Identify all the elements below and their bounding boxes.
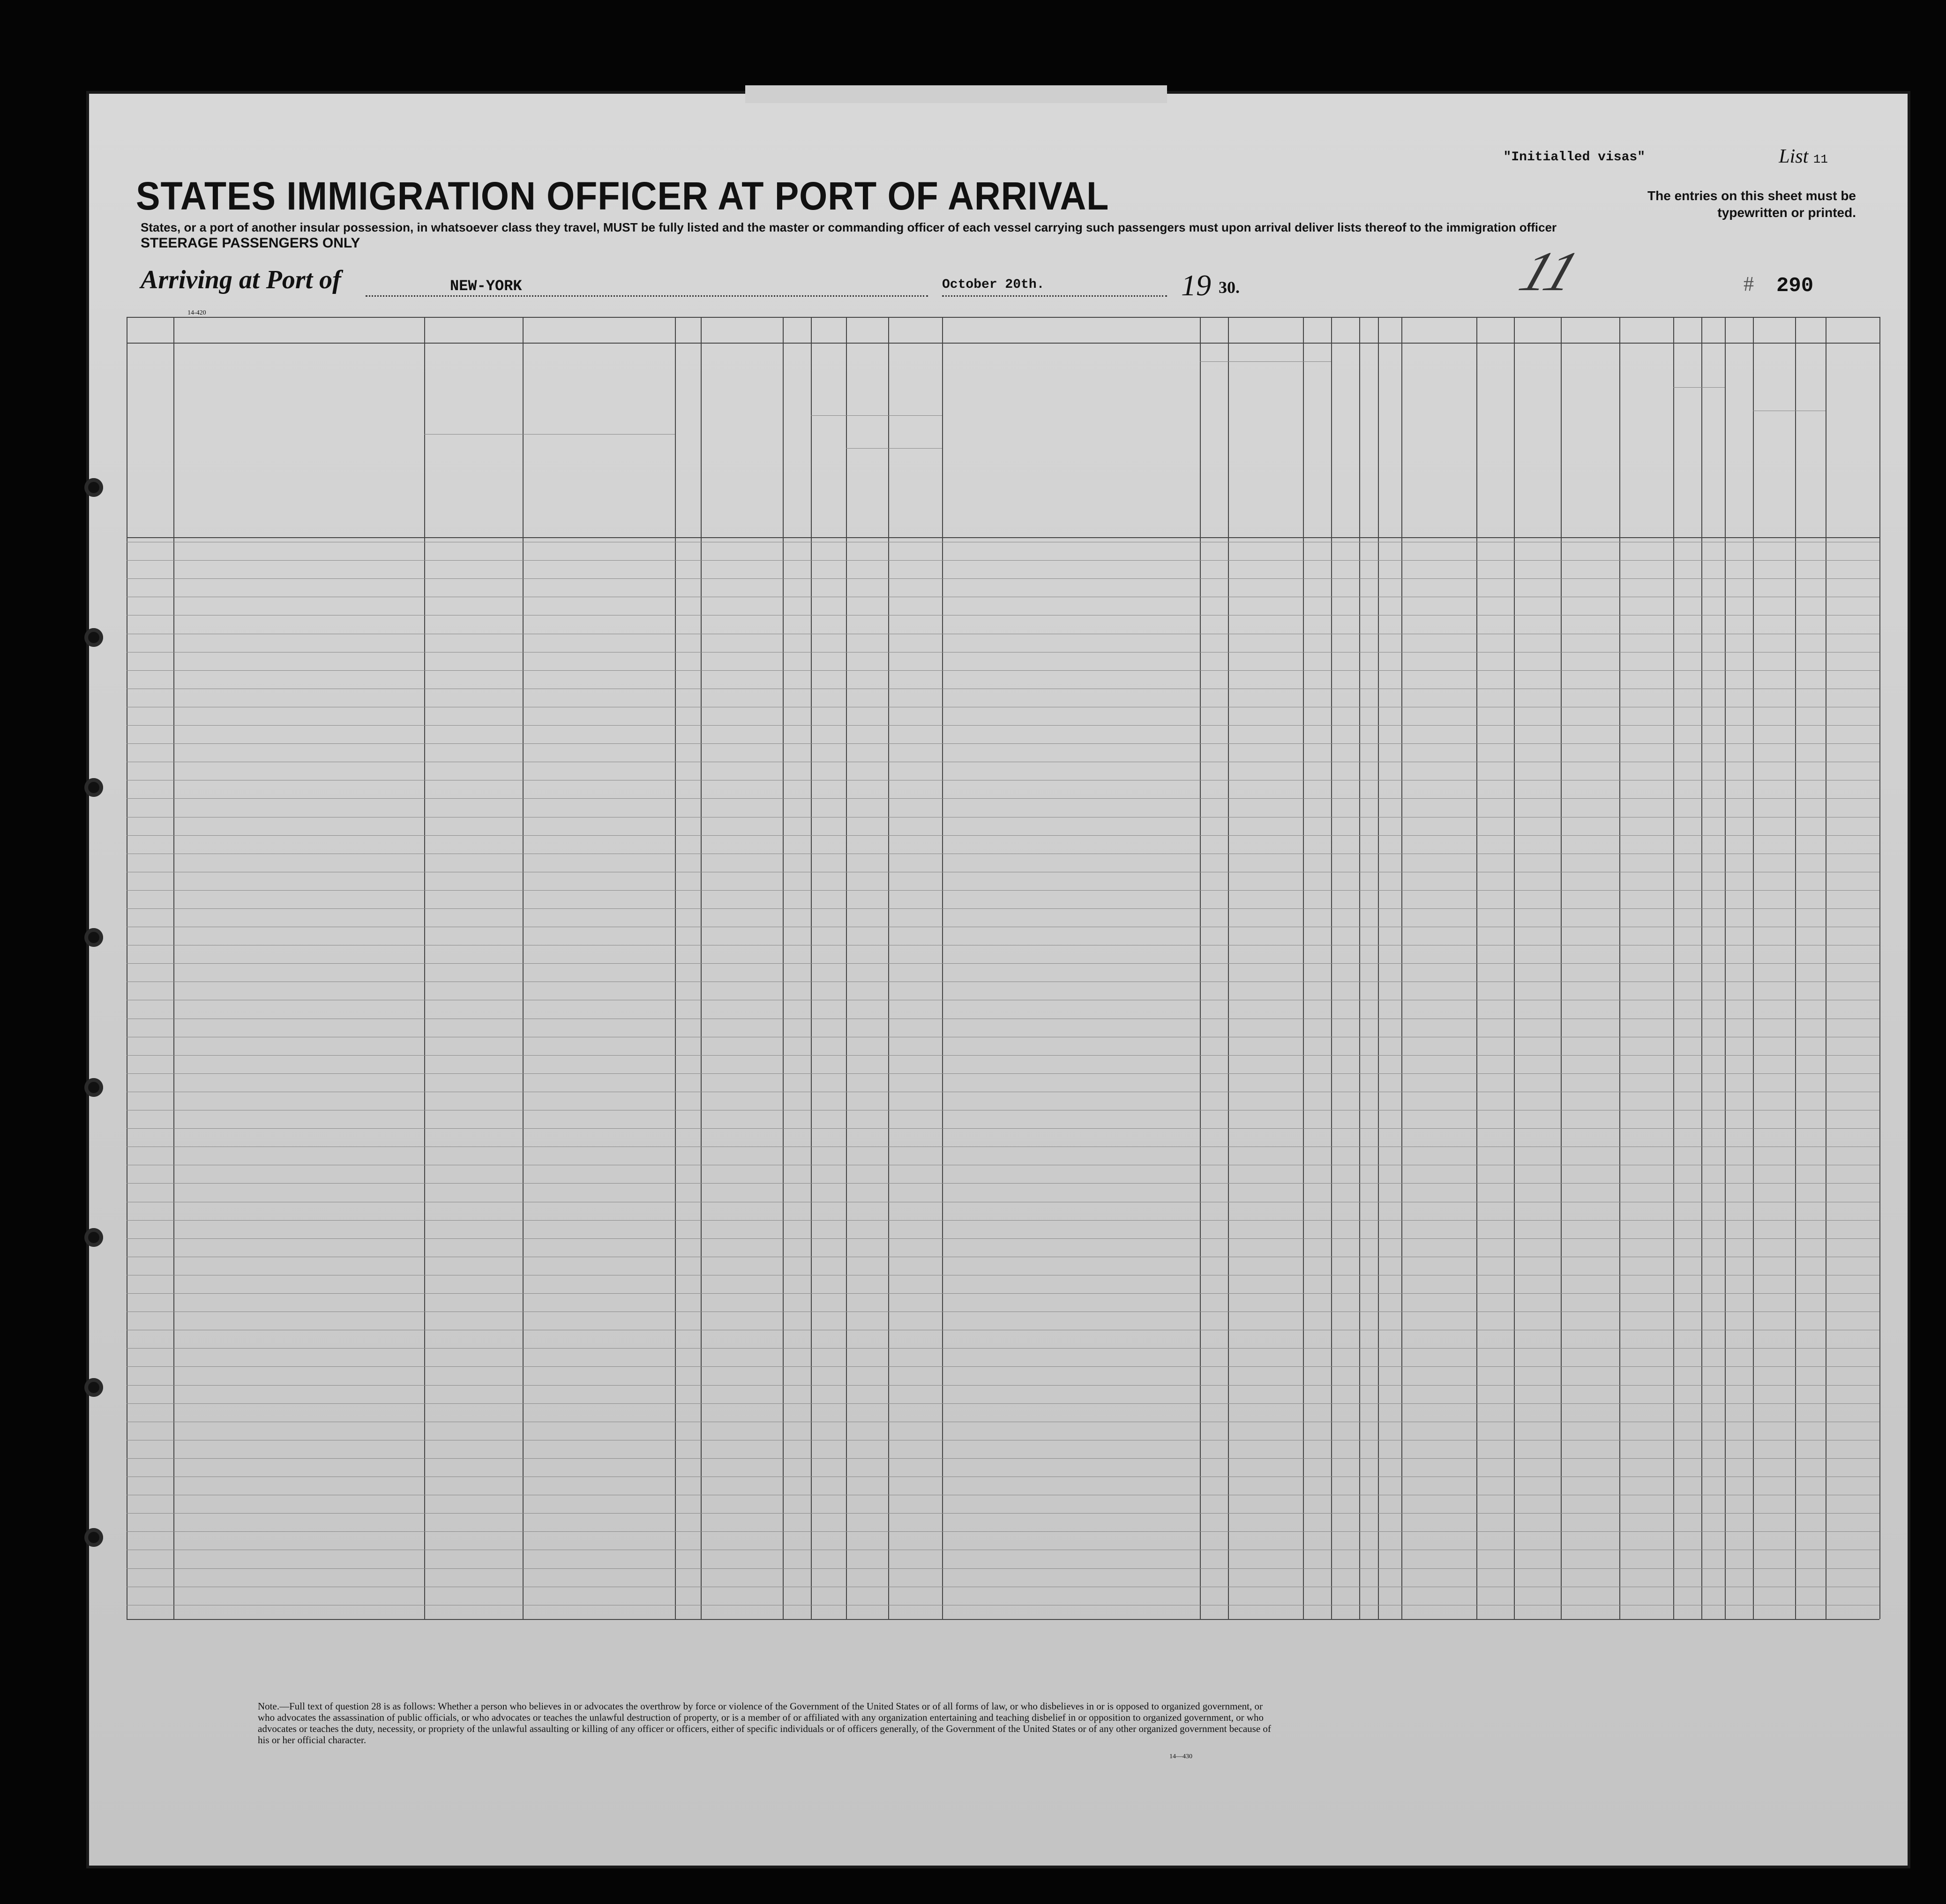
column-divider [701,317,702,1619]
ruled-line [127,725,1879,726]
subheader-rule [811,415,942,416]
column-divider [1303,317,1304,1619]
ruled-line [127,578,1879,579]
binder-hole [84,778,103,797]
header-inches [1707,439,1721,532]
column-divider [1619,317,1620,1619]
column-divider [1673,317,1674,1619]
header-money [790,352,806,535]
date-line [942,295,1167,297]
binder-hole [84,478,103,497]
binder-hole [84,628,103,647]
ruled-line [127,1293,1879,1294]
ruled-line [127,560,1879,561]
port-line [366,295,928,297]
table-bottom-rule [127,1619,1879,1620]
column-divider [846,317,847,1619]
ruled-line [127,1403,1879,1404]
year-prefix: 19 [1181,269,1211,302]
passenger-class: STEERAGE PASSENGERS ONLY [141,235,360,251]
ruled-line [127,908,1879,909]
form-title: STATES IMMIGRATION OFFICER AT PORT OF ARRIVAL [136,174,1109,218]
ruled-line [127,890,1879,891]
ruled-line [127,743,1879,744]
column-divider [1795,317,1796,1619]
ruled-line [127,1220,1879,1221]
list-number: List 11 [1779,146,1828,167]
column-divider [1359,317,1360,1619]
header-prison [1337,354,1355,535]
column-divider [424,317,425,1619]
binder-hole [84,1378,103,1397]
column-divider [888,317,889,1619]
ruled-line [127,835,1879,836]
column-divider [1476,317,1477,1619]
column-divider [1753,317,1754,1619]
subheader-rule [1673,387,1725,388]
ruled-line [127,798,1879,799]
note-form-code: 14—430 [1169,1753,1192,1760]
initialled-visas-label: "Initialled visas" [1503,150,1645,165]
column-divider [1879,317,1880,1619]
ruled-line [127,1385,1879,1386]
port-name: NEW-YORK [450,277,522,295]
ruled-line [127,1055,1879,1056]
column-divider [173,317,174,1619]
ruled-line [127,1238,1879,1239]
header-polygamist [1364,354,1376,535]
manifest-table [127,317,1879,1619]
column-divider [1401,317,1402,1619]
ruled-line [127,1128,1879,1129]
header-citizen [1309,368,1327,535]
header-length_stay [1256,368,1277,535]
ruled-line [127,1073,1879,1074]
column-divider [1331,317,1332,1619]
form-subtitle: States, or a port of another insular possession, in whatsoever class they travel, MUST be fully listed and the master or commanding officer of each vessel carrying such passengers must upon arrival deliver lists thereof to the immigration officer [141,220,1557,234]
column-divider [1725,317,1726,1619]
torn-paper-edge [745,85,1167,103]
column-divider [1561,317,1562,1619]
column-divider [1378,317,1379,1619]
header-ticket [680,352,698,535]
column-divider [523,317,524,1619]
manifest-sheet [89,94,1908,1866]
ruled-line [127,1513,1879,1514]
binder-hole [84,1228,103,1247]
form-code: 14-420 [187,309,206,316]
column-divider [1701,317,1702,1619]
ruled-line [127,670,1879,671]
question-28-note: Note.—Full text of question 28 is as follows: Whether a person who believes in or advocates the overthrow by force or violence of the Government of the United States or of all forms of law, or who disbelieves in or is opposed to organized government, or who advocates the assassination of public officials, or who advocates or teaches the unlawful destruction of property, or is a member of or affiliated with any organization entertaining and teaching disbelief in or opposition to organized government, or who advocates or teaches the duty, necessity, or propriety of the unlawful assaulting or killing of any officer or officers, either of specific individuals or of officers generally, of the Government of the United States or of any other organized government because of his or her official character. [258,1701,1271,1746]
ruled-line [127,1458,1879,1459]
ruled-line [127,1183,1879,1184]
year-suffix: 30. [1219,278,1240,297]
column-divider [942,317,943,1619]
header-feet [1680,439,1694,532]
subheader-rule [846,448,942,449]
binder-hole [84,1078,103,1097]
column-divider [1514,317,1515,1619]
column-divider [811,317,812,1619]
page-number: 290 [1776,274,1814,298]
header-purpose_a [1204,368,1225,535]
header-anarchist [1384,354,1398,535]
header-rule [127,537,1879,538]
column-divider [1228,317,1229,1619]
arriving-label: Arriving at Port of [141,265,341,294]
header-rule [127,343,1879,344]
header-rule [127,317,1879,318]
ruled-line [127,1348,1879,1349]
ruled-line [127,1366,1879,1367]
header-q29 [1486,354,1512,535]
ruled-line [127,1568,1879,1569]
binder-hole [84,1528,103,1547]
subheader-rule [424,434,675,435]
header-q28 [1420,354,1458,535]
binder-hole [84,928,103,947]
header-q30 [1528,354,1551,535]
subheader-rule [1200,361,1331,362]
ruled-line [127,963,1879,964]
hash-mark: # [1744,272,1754,295]
entries-note: The entries on this sheet must be typewritten or printed. [1647,188,1856,220]
arrival-date: October 20th. [942,277,1045,292]
handwritten-eleven: 11 [1512,240,1587,302]
column-divider [1200,317,1201,1619]
column-divider [675,317,676,1619]
column-divider [783,317,784,1619]
ruled-line [127,1531,1879,1532]
